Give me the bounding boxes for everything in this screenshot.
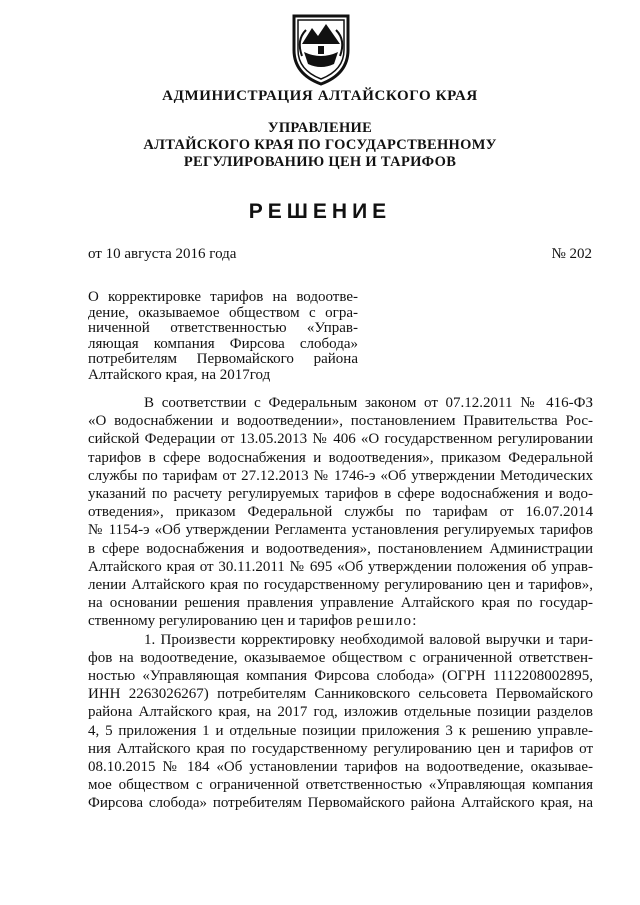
- body-line: Алтайского края от 30.11.2011 № 695 «Об утверждении положения об управ-: [88, 558, 593, 575]
- department-line: РЕГУЛИРОВАНИЮ ЦЕН И ТАРИФОВ: [183, 154, 457, 170]
- body-line: № 1154-э «Об утверждении Регламента установления регулируемых тарифов: [88, 522, 593, 539]
- body-line: на основании решения правления управление Алтайского края по государ-: [88, 595, 593, 612]
- body-line: мое обществом с ограниченной ответственностью «Управляющая компания: [88, 777, 593, 794]
- subject-line: Алтайского края, на 2017год: [88, 366, 271, 383]
- body-line: ственному регулированию цен и тарифов решило:: [88, 613, 417, 630]
- document-body: [88, 394, 593, 813]
- body-line: района Алтайского края, на 2017 год, изложив отдельные позиции разделов: [88, 704, 593, 721]
- body-line: 4, 5 приложения 1 и отдельные позиции приложения 3 к решению управле-: [88, 722, 593, 739]
- body-line: 1. Произвести корректировку необходимой валовой выручки и тари-: [144, 631, 593, 648]
- document-type: РЕШЕНИЕ: [248, 200, 392, 223]
- body-line-text: ственному регулированию цен и тарифов: [88, 613, 353, 630]
- body-line: лении Алтайского края по государственному регулированию цен и тарифов»,: [88, 577, 593, 594]
- body-line: сийской Федерации от 13.05.2013 № 406 «О государственном регулировании: [88, 431, 593, 448]
- department-title: [0, 120, 640, 171]
- subject-line: потребителям Первомайского района: [88, 351, 358, 368]
- body-line: отведения», приказом Федеральной службы по тарифам от 16.07.2014: [88, 504, 593, 521]
- document-subject: [88, 290, 358, 384]
- body-line: Фирсова слобода» потребителям Первомайского района Алтайского края, на: [88, 795, 593, 812]
- body-line: службы по тарифам от 27.12.2013 № 1746-э «Об утверждении Методических: [88, 467, 593, 484]
- body-line: в сфере водоснабжения и водоотведения», постановлением Администрации: [88, 540, 593, 557]
- body-line: ния Алтайского края по государственному регулированию цен и тарифов от: [88, 740, 593, 757]
- document-number: № 202: [551, 246, 592, 262]
- department-line: АЛТАЙСКОГО КРАЯ ПО ГОСУДАРСТВЕННОМУ: [143, 137, 497, 153]
- subject-line: О корректировке тарифов на водоотве-: [88, 289, 358, 305]
- body-line: 08.10.2015 № 184 «Об установлении тарифов на водоотведение, оказывае-: [88, 759, 593, 776]
- body-line: тарифов в сфере водоснабжения и водоотведения», приказом Федеральной: [88, 449, 593, 466]
- document-date: от 10 августа 2016 года: [88, 246, 237, 262]
- body-line: фов на водоотведение, оказываемое обществом с ограниченной ответствен-: [88, 649, 593, 666]
- department-line: УПРАВЛЕНИЕ: [267, 120, 373, 136]
- body-line: В соответствии с Федеральным законом от 07.12.2011 № 416-ФЗ: [144, 395, 593, 411]
- subject-line: ниченной ответственностью «Управ-: [88, 320, 358, 337]
- subject-line: дение, оказываемое обществом с огра-: [88, 304, 358, 321]
- body-line: «О водоснабжении и водоотведении», постановлением Правительства Рос-: [88, 413, 593, 430]
- subject-line: ляющая компания Фирсова слобода»: [88, 335, 358, 352]
- body-line: ИНН 2263026267) потребителям Санниковского сельсовета Первомайского: [88, 686, 593, 703]
- resolved-word: решило: [356, 613, 413, 630]
- coat-of-arms-icon: [288, 10, 354, 88]
- body-line: ностью «Управляющая компания Фирсова слобода» (ОГРН 1112208002895,: [88, 668, 593, 685]
- body-line: указаний по расчету регулируемых тарифов в сфере водоснабжения и водо-: [88, 486, 593, 503]
- administration-title: АДМИНИСТРАЦИЯ АЛТАЙСКОГО КРАЯ: [162, 88, 478, 104]
